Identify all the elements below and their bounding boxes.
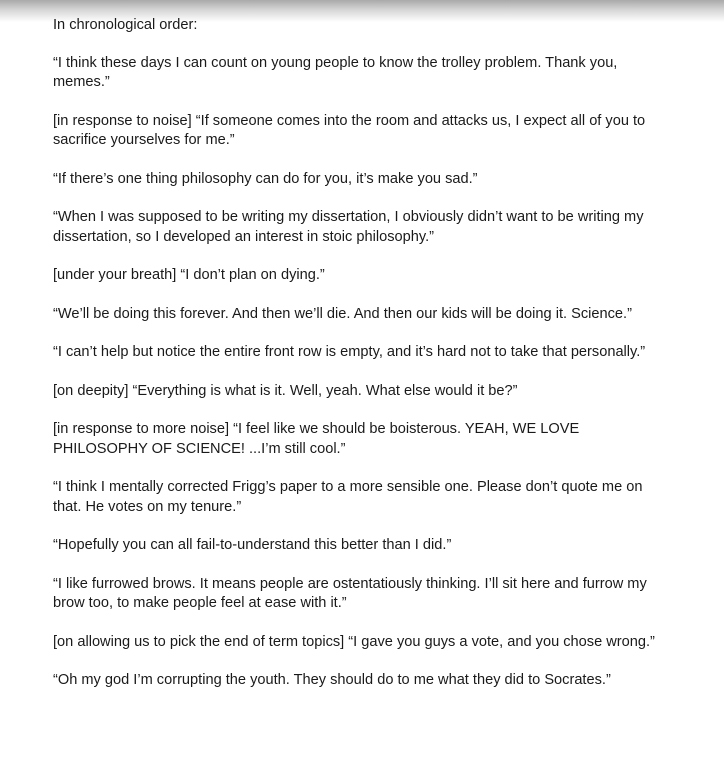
quote-item: “I like furrowed brows. It means people are ostentatiously thinking. I’ll sit here and furrow my brow too, to make people feel at ease with it.” xyxy=(53,575,647,611)
quote-item: “Oh my god I’m corrupting the youth. They should do to me what they did to Socrates.” xyxy=(53,672,611,688)
quote-item: “I think I mentally corrected Frigg’s paper to a more sensible one. Please don’t quote me on that. He votes on my tenure.” xyxy=(53,479,643,515)
quote-item: “If there’s one thing philosophy can do for you, it’s make you sad.” xyxy=(53,170,478,187)
quote-item: “When I was supposed to be writing my dissertation, I obviously didn’t want to be writing my dissertation, so I developed an interest in stoic philosophy.” xyxy=(53,209,644,245)
quote-item: [in response to noise] “If someone comes into the room and attacks us, I expect all of you to sacrifice yourselves for me.” xyxy=(53,112,646,148)
document-heading: In chronological order: xyxy=(53,17,198,33)
quote-item: “We’ll be doing this forever. And then we’ll die. And then our kids will be doing it. Science.” xyxy=(53,305,632,322)
quote-item: “I can’t help but notice the entire front row is empty, and it’s hard not to take that personally.” xyxy=(53,344,646,360)
quote-item: [on deepity] “Everything is what is it. Well, yeah. What else would it be?” xyxy=(53,382,518,399)
quote-item: “Hopefully you can all fail-to-understand this better than I did.” xyxy=(53,537,452,553)
document-page xyxy=(53,16,663,691)
quote-item: [in response to more noise] “I feel like we should be boisterous. YEAH, WE LOVE PHILOSOPHY OF SCIENCE! ...I’m still cool.” xyxy=(53,421,580,457)
quote-item: [under your breath] “I don’t plan on dying.” xyxy=(53,267,325,283)
quote-item: “I think these days I can count on young people to know the trolley problem. Thank you, memes.” xyxy=(53,54,618,90)
quote-item: [on allowing us to pick the end of term topics] “I gave you guys a vote, and you chose wrong.” xyxy=(53,633,655,650)
